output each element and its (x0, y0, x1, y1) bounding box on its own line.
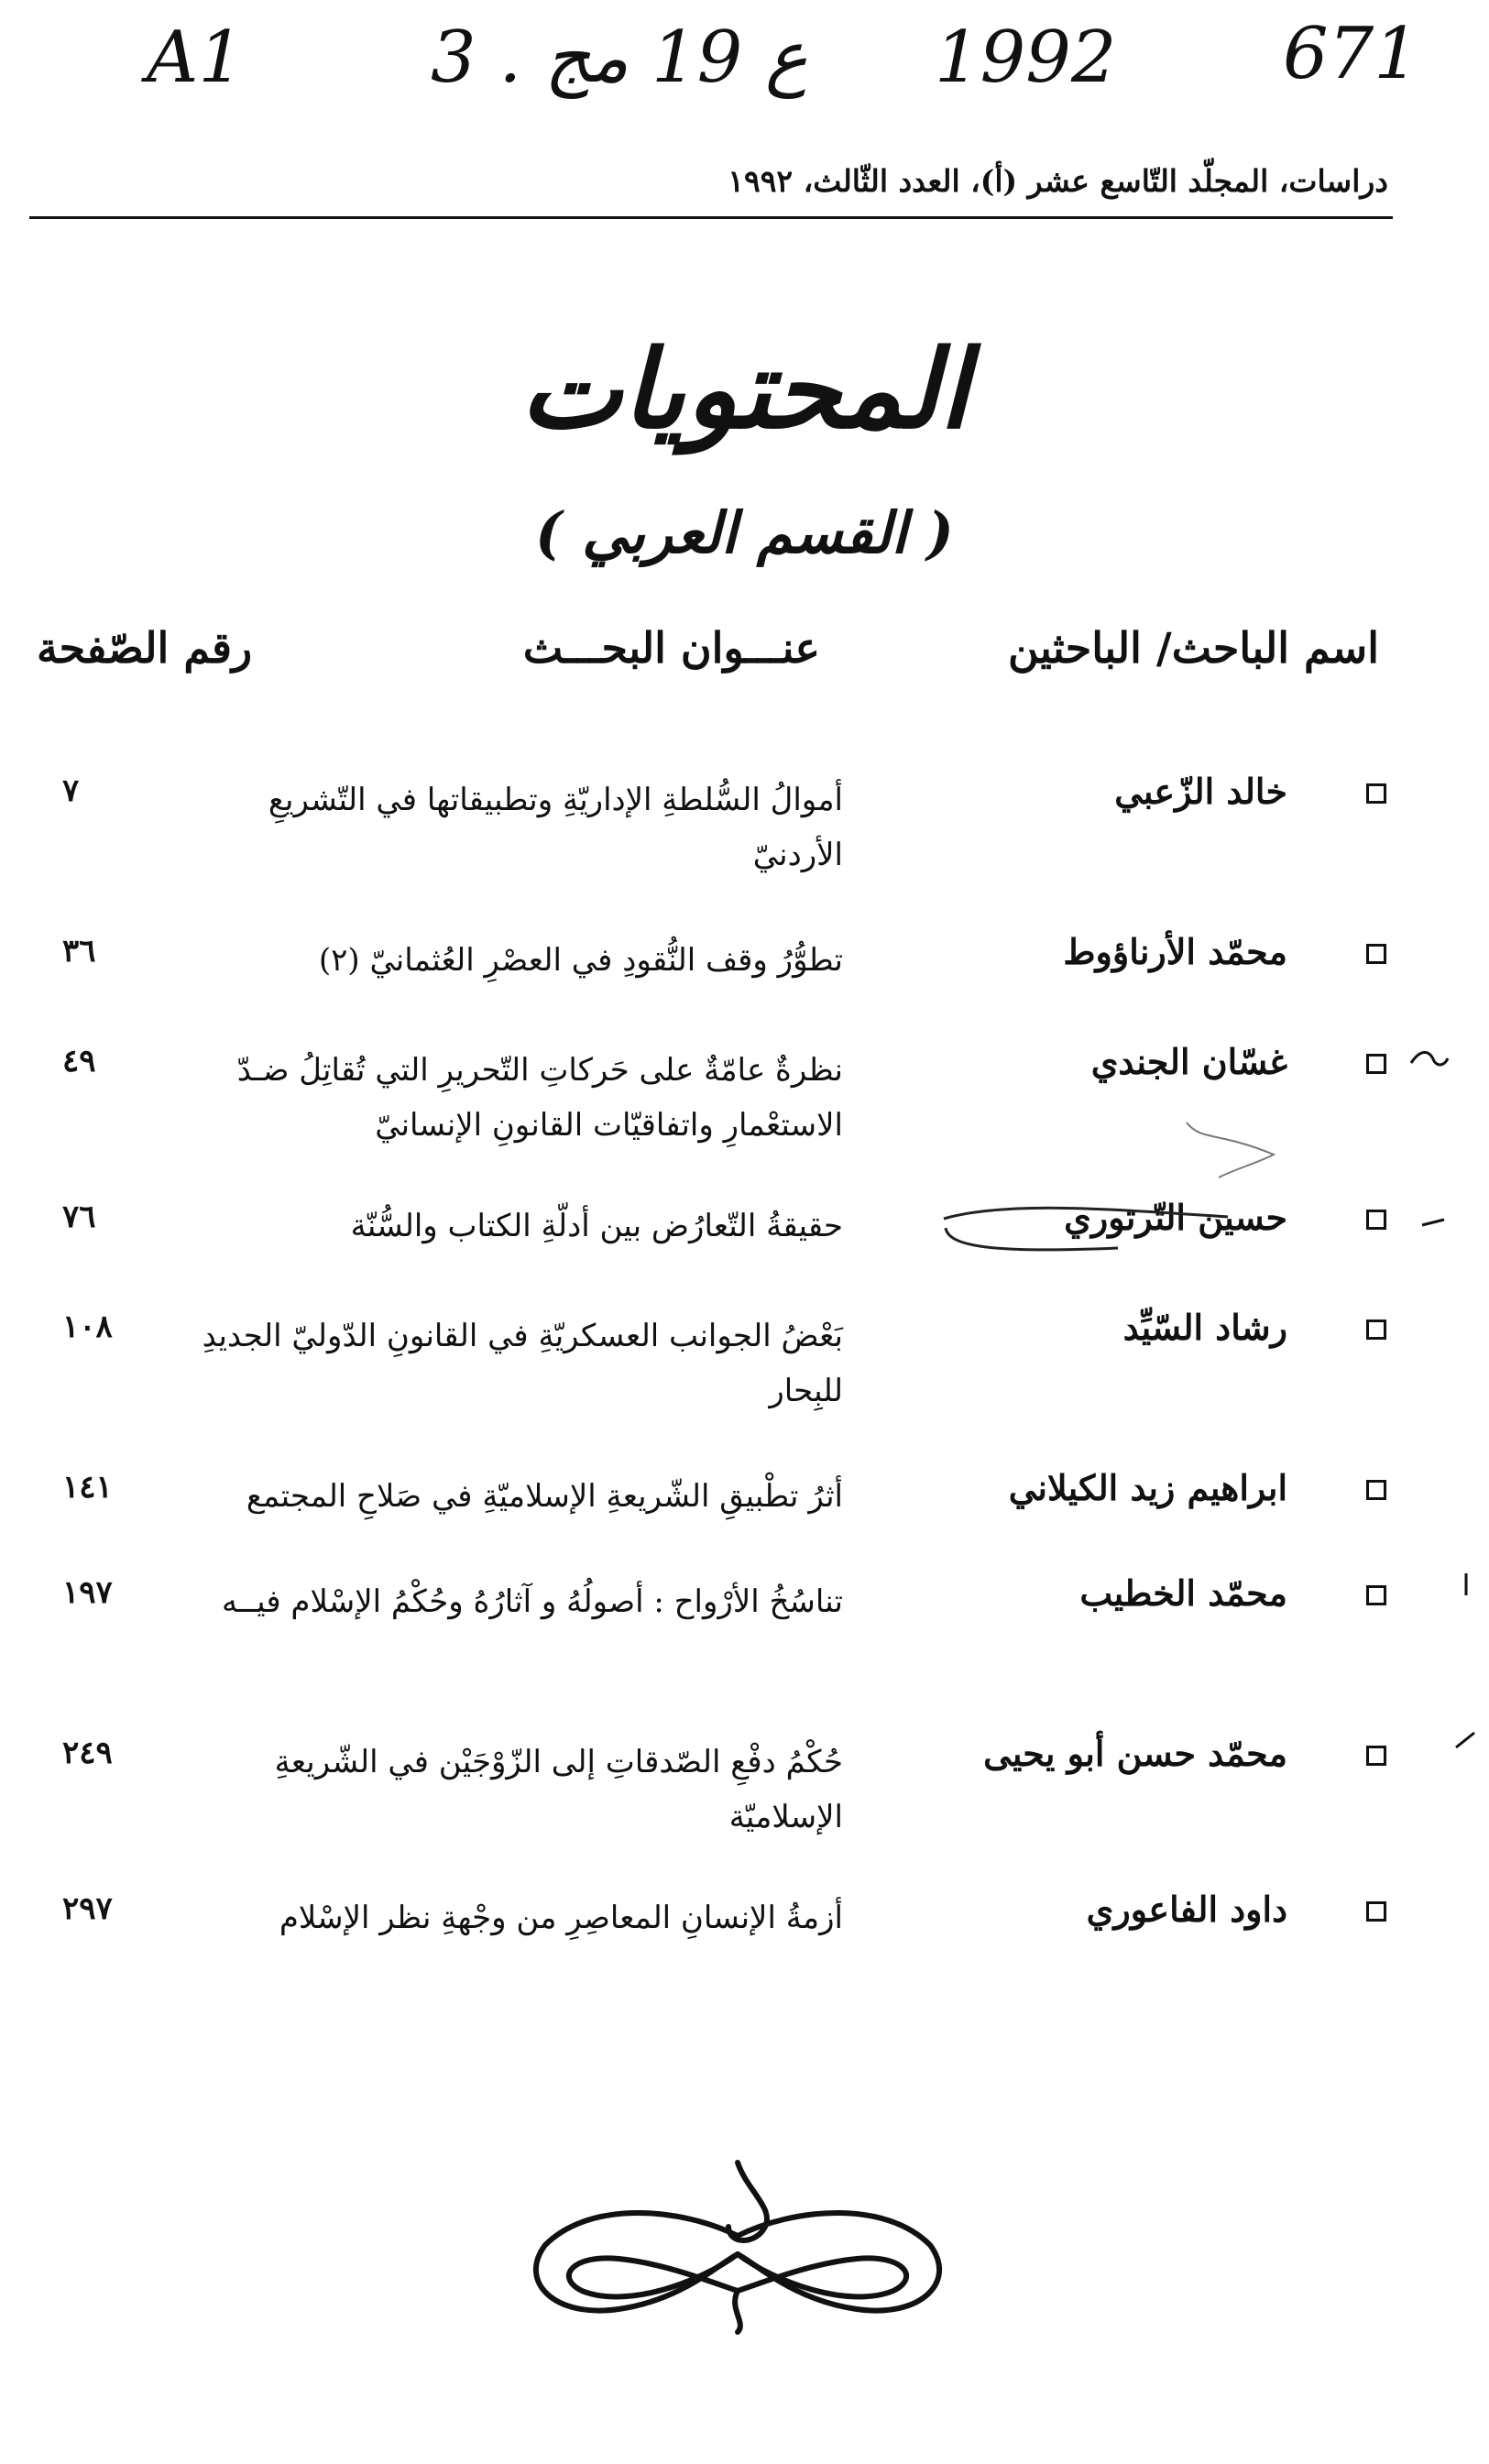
checkbox-square-icon (1366, 783, 1386, 804)
handwritten-year: 1992 (935, 16, 1117, 99)
handwritten-ref: A1 (147, 16, 244, 99)
entry-author: محمّد حسن أبو يحيى (983, 1733, 1287, 1774)
header-rule (29, 216, 1393, 219)
entry-author: غسّان الجندي (1090, 1041, 1287, 1082)
entry-page: ٢٤٩ (62, 1735, 113, 1771)
checkbox-square-icon (1366, 1746, 1386, 1766)
pen-mark-dash (1457, 1571, 1475, 1599)
handwritten-page: 671 (1283, 13, 1419, 95)
checkbox-square-icon (1366, 1901, 1386, 1922)
entry-author: خالد الزّعبي (1114, 771, 1287, 812)
entry-author: ابراهيم زيد الكيلاني (1008, 1467, 1287, 1508)
entry-page: ٧ (62, 772, 80, 809)
entry-title: تناسُخُ الأرْواح : أصولُهُ و آثارُهُ وحُكْمُ الإسْلام فيــه (221, 1583, 843, 1620)
entry-title: حقيقةُ التّعارُض بين أدلّةِ الكتاب والسُّنّة (350, 1208, 843, 1244)
entry-title: حُكْمُ دفْعِ الصّدقاتِ إلى الزّوْجَيْن في الشّريعةِ الإسلاميّة (274, 1744, 843, 1835)
section-subtitle: ( القسم العربي ) (535, 499, 954, 566)
entry-page: ١٩٧ (62, 1574, 113, 1611)
handwritten-volume: 3 . ع 19 مج (431, 16, 808, 99)
pen-mark-scribble (935, 1191, 1246, 1265)
pen-mark-dash (1420, 1214, 1448, 1232)
decorative-ornament-icon (499, 2153, 976, 2337)
checkbox-square-icon (1366, 1480, 1386, 1500)
entry-author: داود الفاعوري (1086, 1889, 1287, 1930)
column-header-title: عنـــوان البحـــث (522, 623, 820, 673)
checkbox-square-icon (1366, 1210, 1386, 1230)
entry-title: أثرُ تطْبيقِ الشّريعةِ الإسلاميّةِ في صَلاحِ المجتمع (246, 1478, 843, 1515)
entry-author: حسين التّرتوري (1064, 1197, 1287, 1238)
column-header-page: رقم الصّفحة (37, 623, 253, 673)
entry-page: ٧٦ (62, 1199, 96, 1235)
entry-author: محمّد الخطيب (1079, 1572, 1287, 1614)
entry-page: ١٠٨ (62, 1309, 113, 1345)
entry-title: أموالُ السُّلطةِ الإداريّةِ وتطبيقاتها في التّشريعِ الأردنيّ (268, 782, 843, 873)
running-header: دراسات، المجلّد التّاسع عشر (أ)، العدد الثّالث، ١٩٩٢ (728, 163, 1388, 199)
entry-page: ٢٩٧ (62, 1890, 113, 1927)
entry-title: نظرةٌ عامّةٌ على حَركاتِ التّحريرِ التي تُقاتِلُ ضـدّ الاستعْمارِ واتفاقيّات القانونِ الإنسانيّ (236, 1052, 843, 1144)
checkbox-square-icon (1366, 1585, 1386, 1605)
entry-page: ٣٦ (62, 933, 96, 969)
entry-title: تطوُّرُ وقف النُّقودِ في العصْرِ العُثمانيّ (٢) (318, 942, 843, 979)
entry-title: بَعْضُ الجوانب العسكريّةِ في القانونِ الدّوليّ الجديدِ للبِحار (202, 1318, 843, 1409)
checkbox-square-icon (1366, 1320, 1386, 1340)
entry-author: رشاد السّيِّد (1122, 1307, 1287, 1348)
column-header-author: اسم الباحث/ الباحثين (1008, 623, 1379, 673)
checkbox-square-icon (1366, 1054, 1386, 1074)
entry-title: أزمةُ الإنسانِ المعاصِرِ من وجْهةِ نظر الإسْلام (279, 1900, 843, 1936)
pen-mark-squiggle (1182, 1113, 1301, 1187)
pen-mark-margin (1407, 1045, 1452, 1072)
entry-author: محمّد الأرناؤوط (1063, 931, 1287, 972)
page-title: المحتويات (520, 325, 969, 453)
pen-mark-dash (1452, 1727, 1480, 1755)
entry-page: ١٤١ (62, 1469, 113, 1506)
entry-page: ٤٩ (62, 1043, 96, 1079)
checkbox-square-icon (1366, 944, 1386, 964)
